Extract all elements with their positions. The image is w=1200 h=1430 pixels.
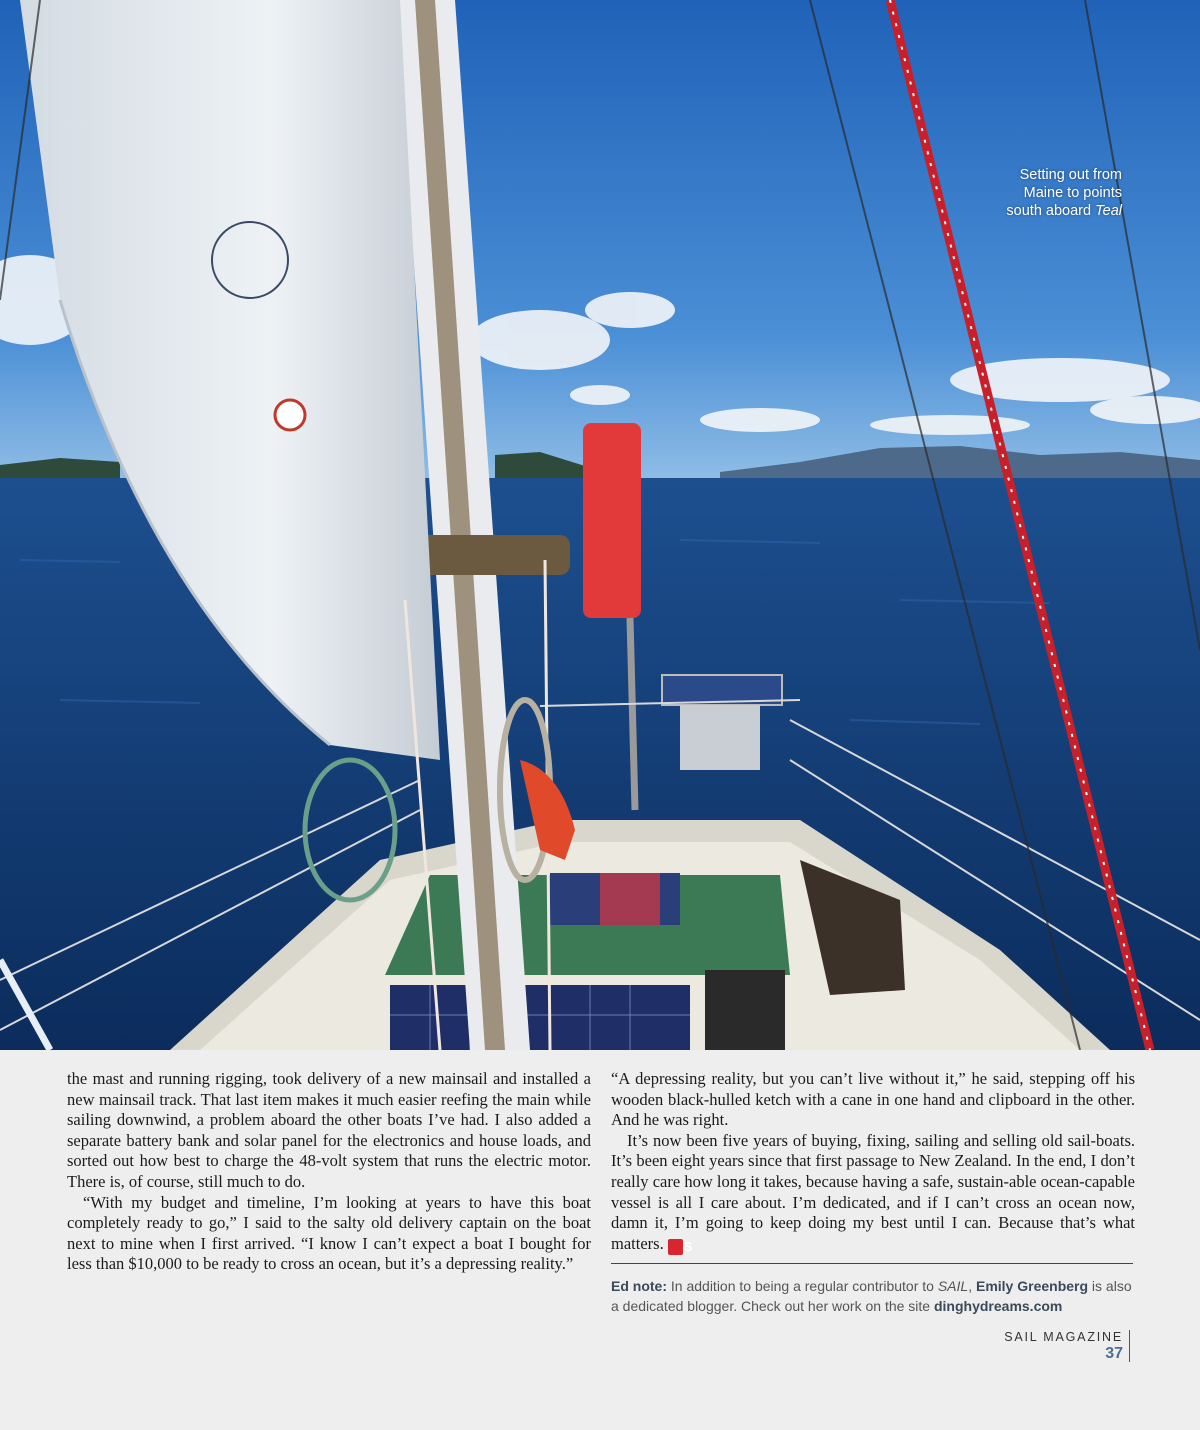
ed-note-text-2: , (968, 1278, 976, 1294)
caption-boat-name: Teal (1095, 203, 1122, 219)
paragraph: “A depressing reality, but you can’t live without it,” he said, stepping off his wooden black-hulled ketch with a cane in one hand and clipboard in the other. And he was right. (611, 1069, 1135, 1130)
footer-magazine-name: SAIL MAGAZINE (1004, 1330, 1123, 1344)
caption-line-1: Setting out from (1019, 167, 1122, 183)
photo-caption (882, 166, 1122, 220)
editor-note (611, 1276, 1135, 1316)
ed-note-text-1: In addition to being a regular contributor to (667, 1278, 938, 1294)
page-number: 37 (1105, 1345, 1123, 1362)
page-footer (1004, 1330, 1130, 1362)
paragraph: the mast and running rigging, took delivery of a new mainsail and installed a new mainsail track. That last item makes it much easier reefing the main while sailing downwind, a problem aboard the other boats I’ve had. I also added a separate battery bank and solar panel for the electronics and house loads, and sorted out how best to charge the 48-volt system that runs the electric motor. There is, of course, still much to do. (67, 1069, 591, 1191)
article-column-left (67, 1069, 591, 1275)
caption-line-3 (882, 202, 1122, 220)
paragraph-text: It’s now been five years of buying, fixing, sailing and selling old sail-boats. It’s been eight years since that first passage to New Zealand. In the end, I don’t really care how long it takes, because having a safe, sustain-able ocean-capable vessel is all I care about. I’m dedicated, and if I can’t cross an ocean now, damn it, I’m going to keep doing my best until I can. Because that’s what matters. (611, 1130, 1135, 1253)
ed-note-magazine: SAIL (937, 1278, 969, 1294)
paragraph: “With my budget and timeline, I’m looking at years to have this boat completely ready to go,” I said to the salty old delivery captain on the boat next to mine when I first arrived. “I know I can’t expect a boat I bought for less than $10,000 to be ready to cross an ocean, but it’s a depressing reality.” (67, 1192, 591, 1274)
caption-line-3-prefix: south aboard (1006, 203, 1096, 219)
end-mark-icon: S (668, 1239, 683, 1255)
ed-note-label: Ed note: (611, 1278, 667, 1294)
caption-line-2: Maine to points (1023, 185, 1122, 201)
divider (611, 1263, 1133, 1264)
ed-note-site-link[interactable]: dinghydreams.com (933, 1298, 1063, 1314)
article-column-right (611, 1069, 1135, 1255)
paragraph (611, 1131, 1135, 1255)
ed-note-author: Emily Greenberg (975, 1278, 1089, 1294)
ed-note-text-3: is also a dedicated blogger. Check out her work on the site (611, 1278, 1132, 1314)
